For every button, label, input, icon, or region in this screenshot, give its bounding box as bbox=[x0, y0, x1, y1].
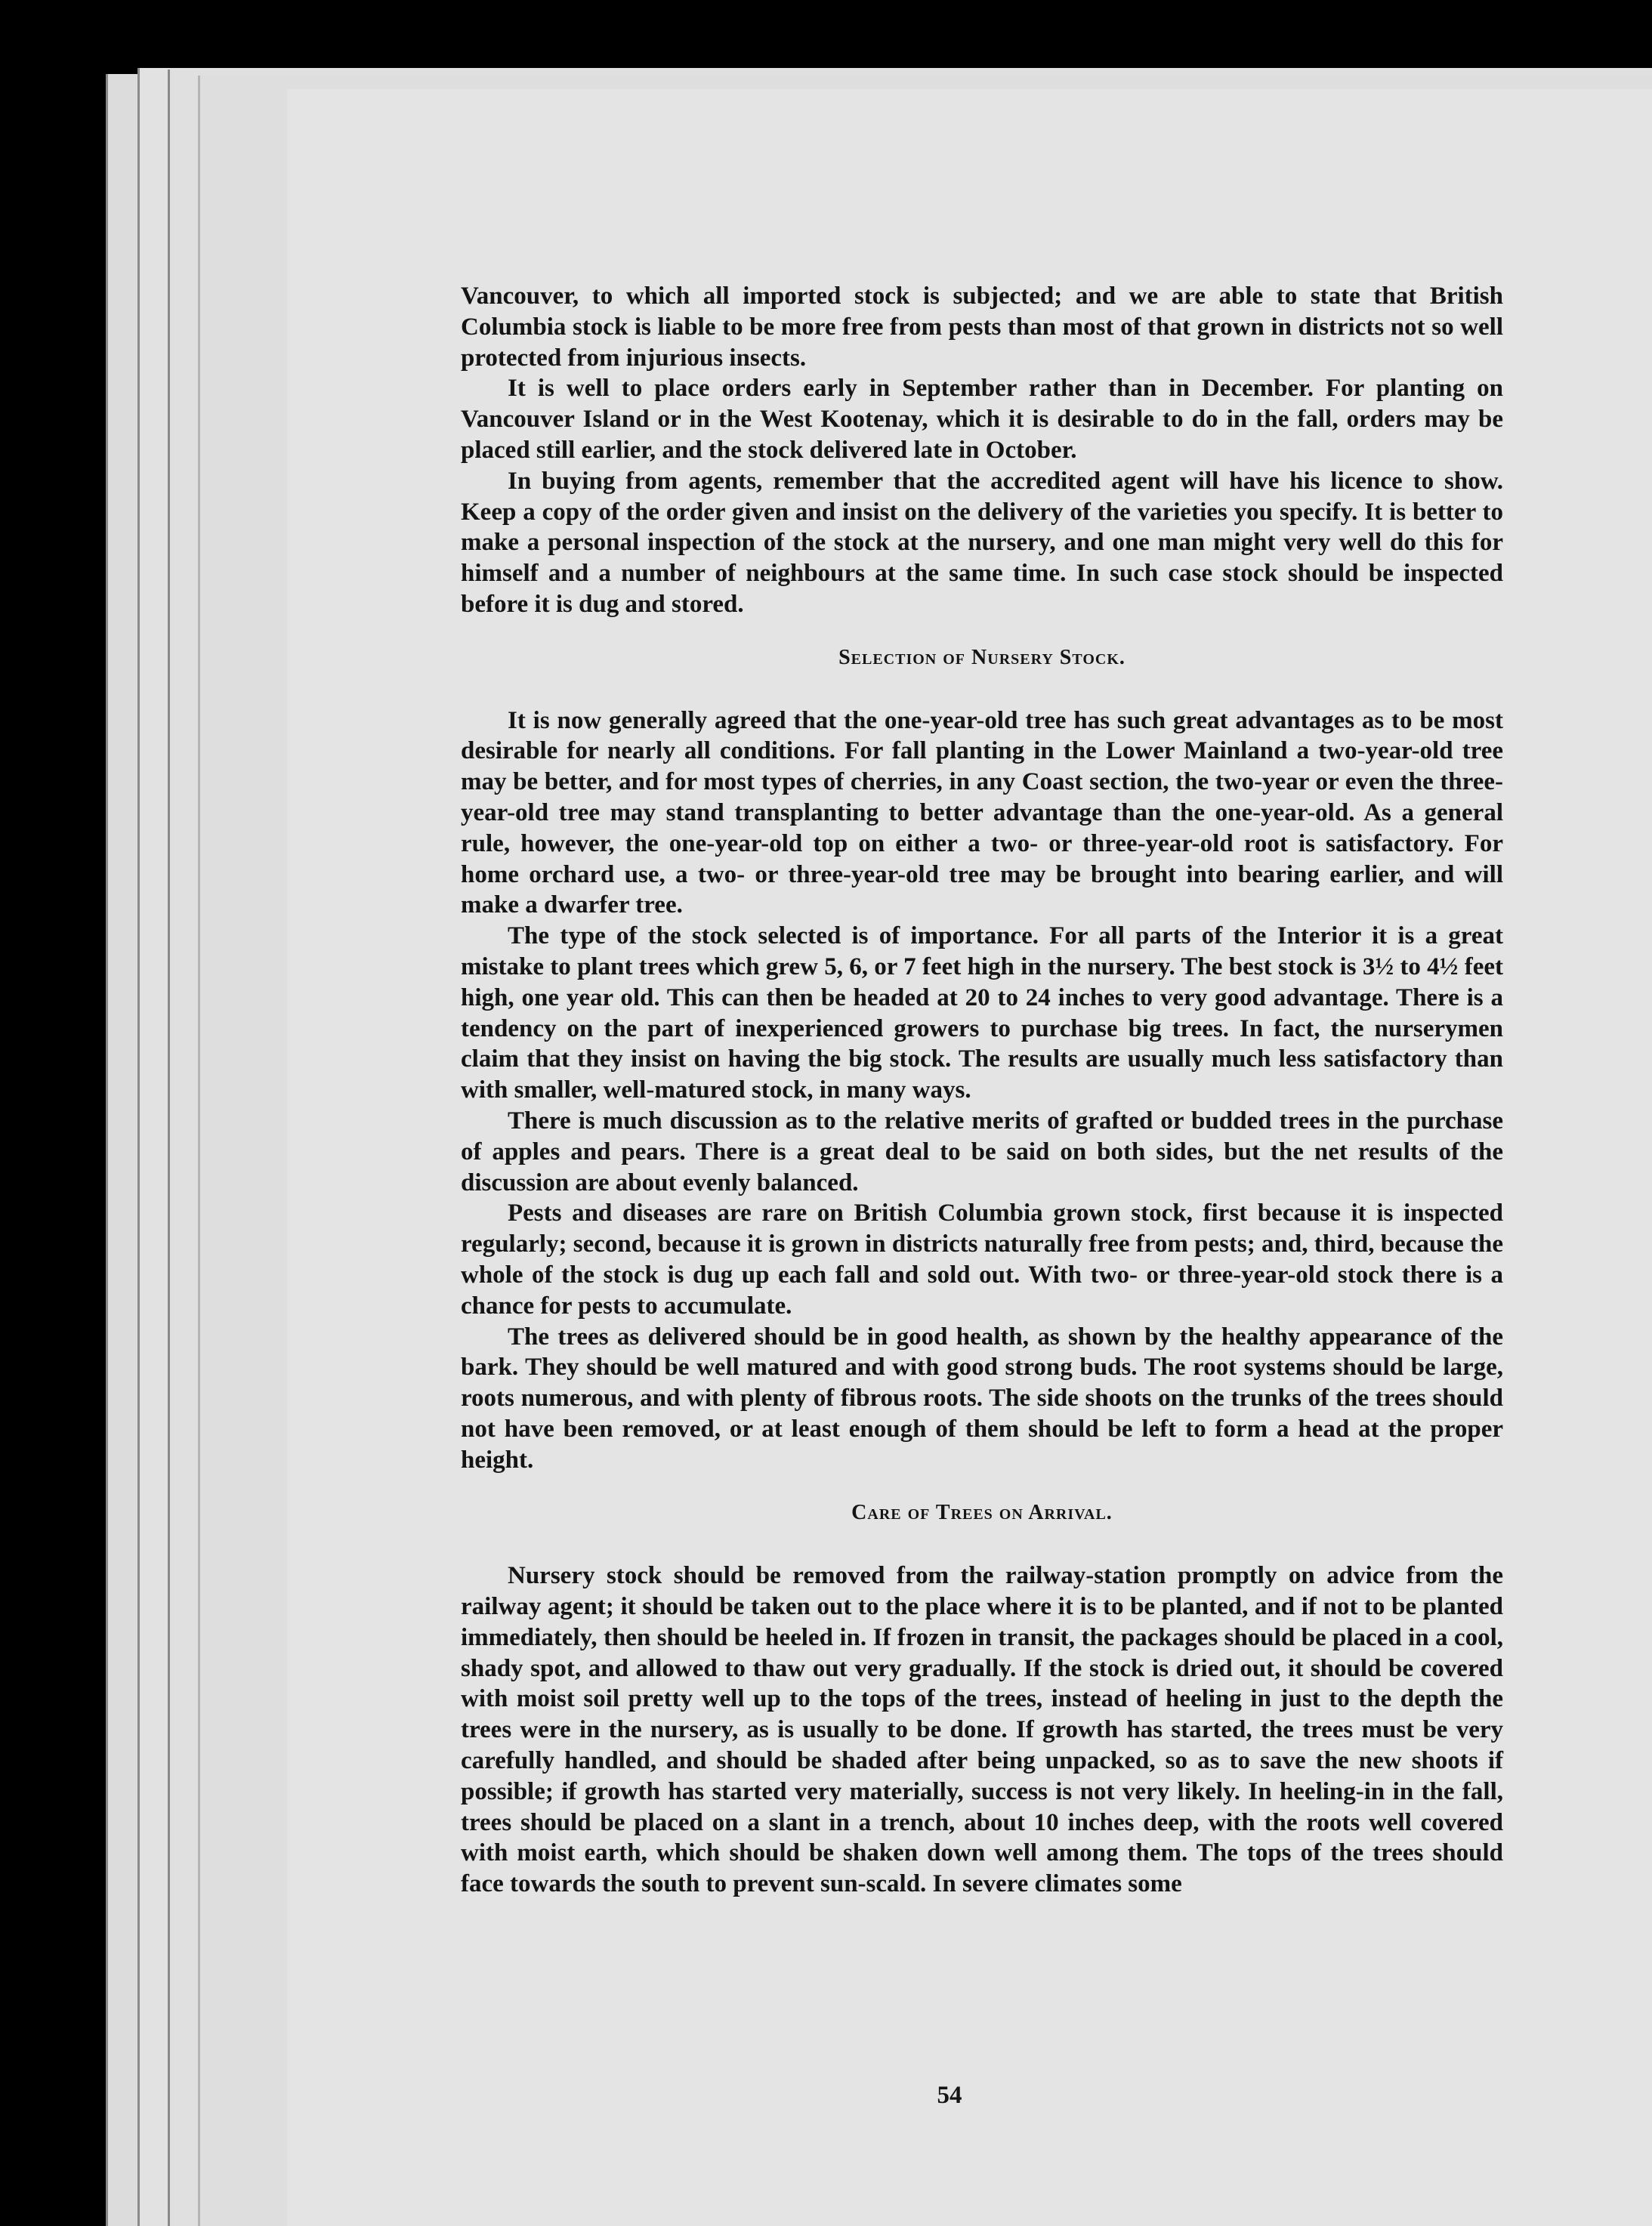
section-heading-selection: Selection of Nursery Stock. bbox=[838, 645, 1126, 669]
paragraph: There is much discussion as to the relative merits of grafted or budded trees in the purchase of apples and pears. There is a great deal to be said on both sides, but the net results of the discussion are about evenly balanced. bbox=[461, 1107, 1503, 1196]
paragraph: Nursery stock should be removed from the railway-station promptly on advice from the railway agent; it should be taken out to the place where it is to be planted, and if not to be planted immediately, then should be heeled in. If frozen in transit, the packages should be placed in a cool, shady spot, and allowed to thaw out very gradually. If the stock is dried out, it should be covered with moist soil pretty well up to the tops of the trees, instead of heeling in just to the depth the trees were in the nursery, as is usually to be done. If growth has started, the trees must be very carefully handled, and should be shaded after being unpacked, so as to save the new shoots if possible; if growth has started very materially, success is not very likely. In heeling-in in the fall, trees should be placed on a slant in a trench, about 10 inches deep, with the roots well covered with moist earth, which should be shaken down well among them. The tops of the trees should face towards the south to prevent sun-scald. In severe climates some bbox=[461, 1562, 1503, 1898]
selection-section bbox=[461, 705, 1503, 1476]
section-heading-care: Care of Trees on Arrival. bbox=[851, 1501, 1113, 1525]
intro-section bbox=[461, 281, 1503, 620]
page-text bbox=[461, 281, 1503, 1900]
paragraph: The trees as delivered should be in good health, as shown by the healthy appearance of the bark. They should be well matured and with good strong buds. The root systems should be large, roots numerous, and with plenty of fibrous roots. The side shoots on the trunks of the trees should not have been removed, or at least enough of them should be left to form a head at the proper height. bbox=[461, 1323, 1503, 1474]
paragraph: Pests and diseases are rare on British Columbia grown stock, first because it is inspected regularly; second, because it is grown in districts naturally free from pests; and, third, because the whole of the stock is dug up each fall and sold out. With two- or three-year-old stock there is a chance for pests to accumulate. bbox=[461, 1199, 1503, 1320]
paragraph: The type of the stock selected is of importance. For all parts of the Interior it is a great mistake to plant trees which grew 5, 6, or 7 feet high in the nursery. The best stock is 3½ to 4½ feet high, one year old. This can then be headed at 20 to 24 inches to very good advantage. There is a tendency on the part of inexperienced growers to purchase big trees. In fact, the nurserymen claim that they insist on having the big stock. The results are usually much less satisfactory than with smaller, well-matured stock, in many ways. bbox=[461, 922, 1503, 1104]
paragraph: It is now generally agreed that the one-year-old tree has such great advantages as to be most desirable for nearly all conditions. For fall planting in the Lower Mainland a two-year-old tree may be better, and for most types of cherries, in any Coast section, the two-year or even the three-year-old tree may stand transplanting to better advantage than the one-year-old. As a general rule, however, the one-year-old top on either a two- or three-year-old root is satisfactory. For home orchard use, a two- or three-year-old tree may be brought into bearing earlier, and will make a dwarfer tree. bbox=[461, 706, 1503, 919]
paragraph: In buying from agents, remember that the accredited agent will have his licence to show. Keep a copy of the order given and insist on the delivery of the varieties you specify. It is better to make a personal inspection of the stock at the nursery, and one man might very well do this for himself and a number of neighbours at the same time. In such case stock should be inspected before it is dug and stored. bbox=[461, 467, 1503, 618]
care-section bbox=[461, 1561, 1503, 1900]
paragraph: It is well to place orders early in September rather than in December. For planting on Vancouver Island or in the West Kootenay, which it is desirable to do in the fall, orders may be placed still earlier, and the stock delivered late in October. bbox=[461, 375, 1503, 464]
paragraph: Vancouver, to which all imported stock is subjected; and we are able to state that British Columbia stock is liable to be more free from pests than most of that grown in districts not so well protected from injurious insects. bbox=[461, 282, 1503, 372]
page-number: 54 bbox=[937, 2082, 962, 2109]
